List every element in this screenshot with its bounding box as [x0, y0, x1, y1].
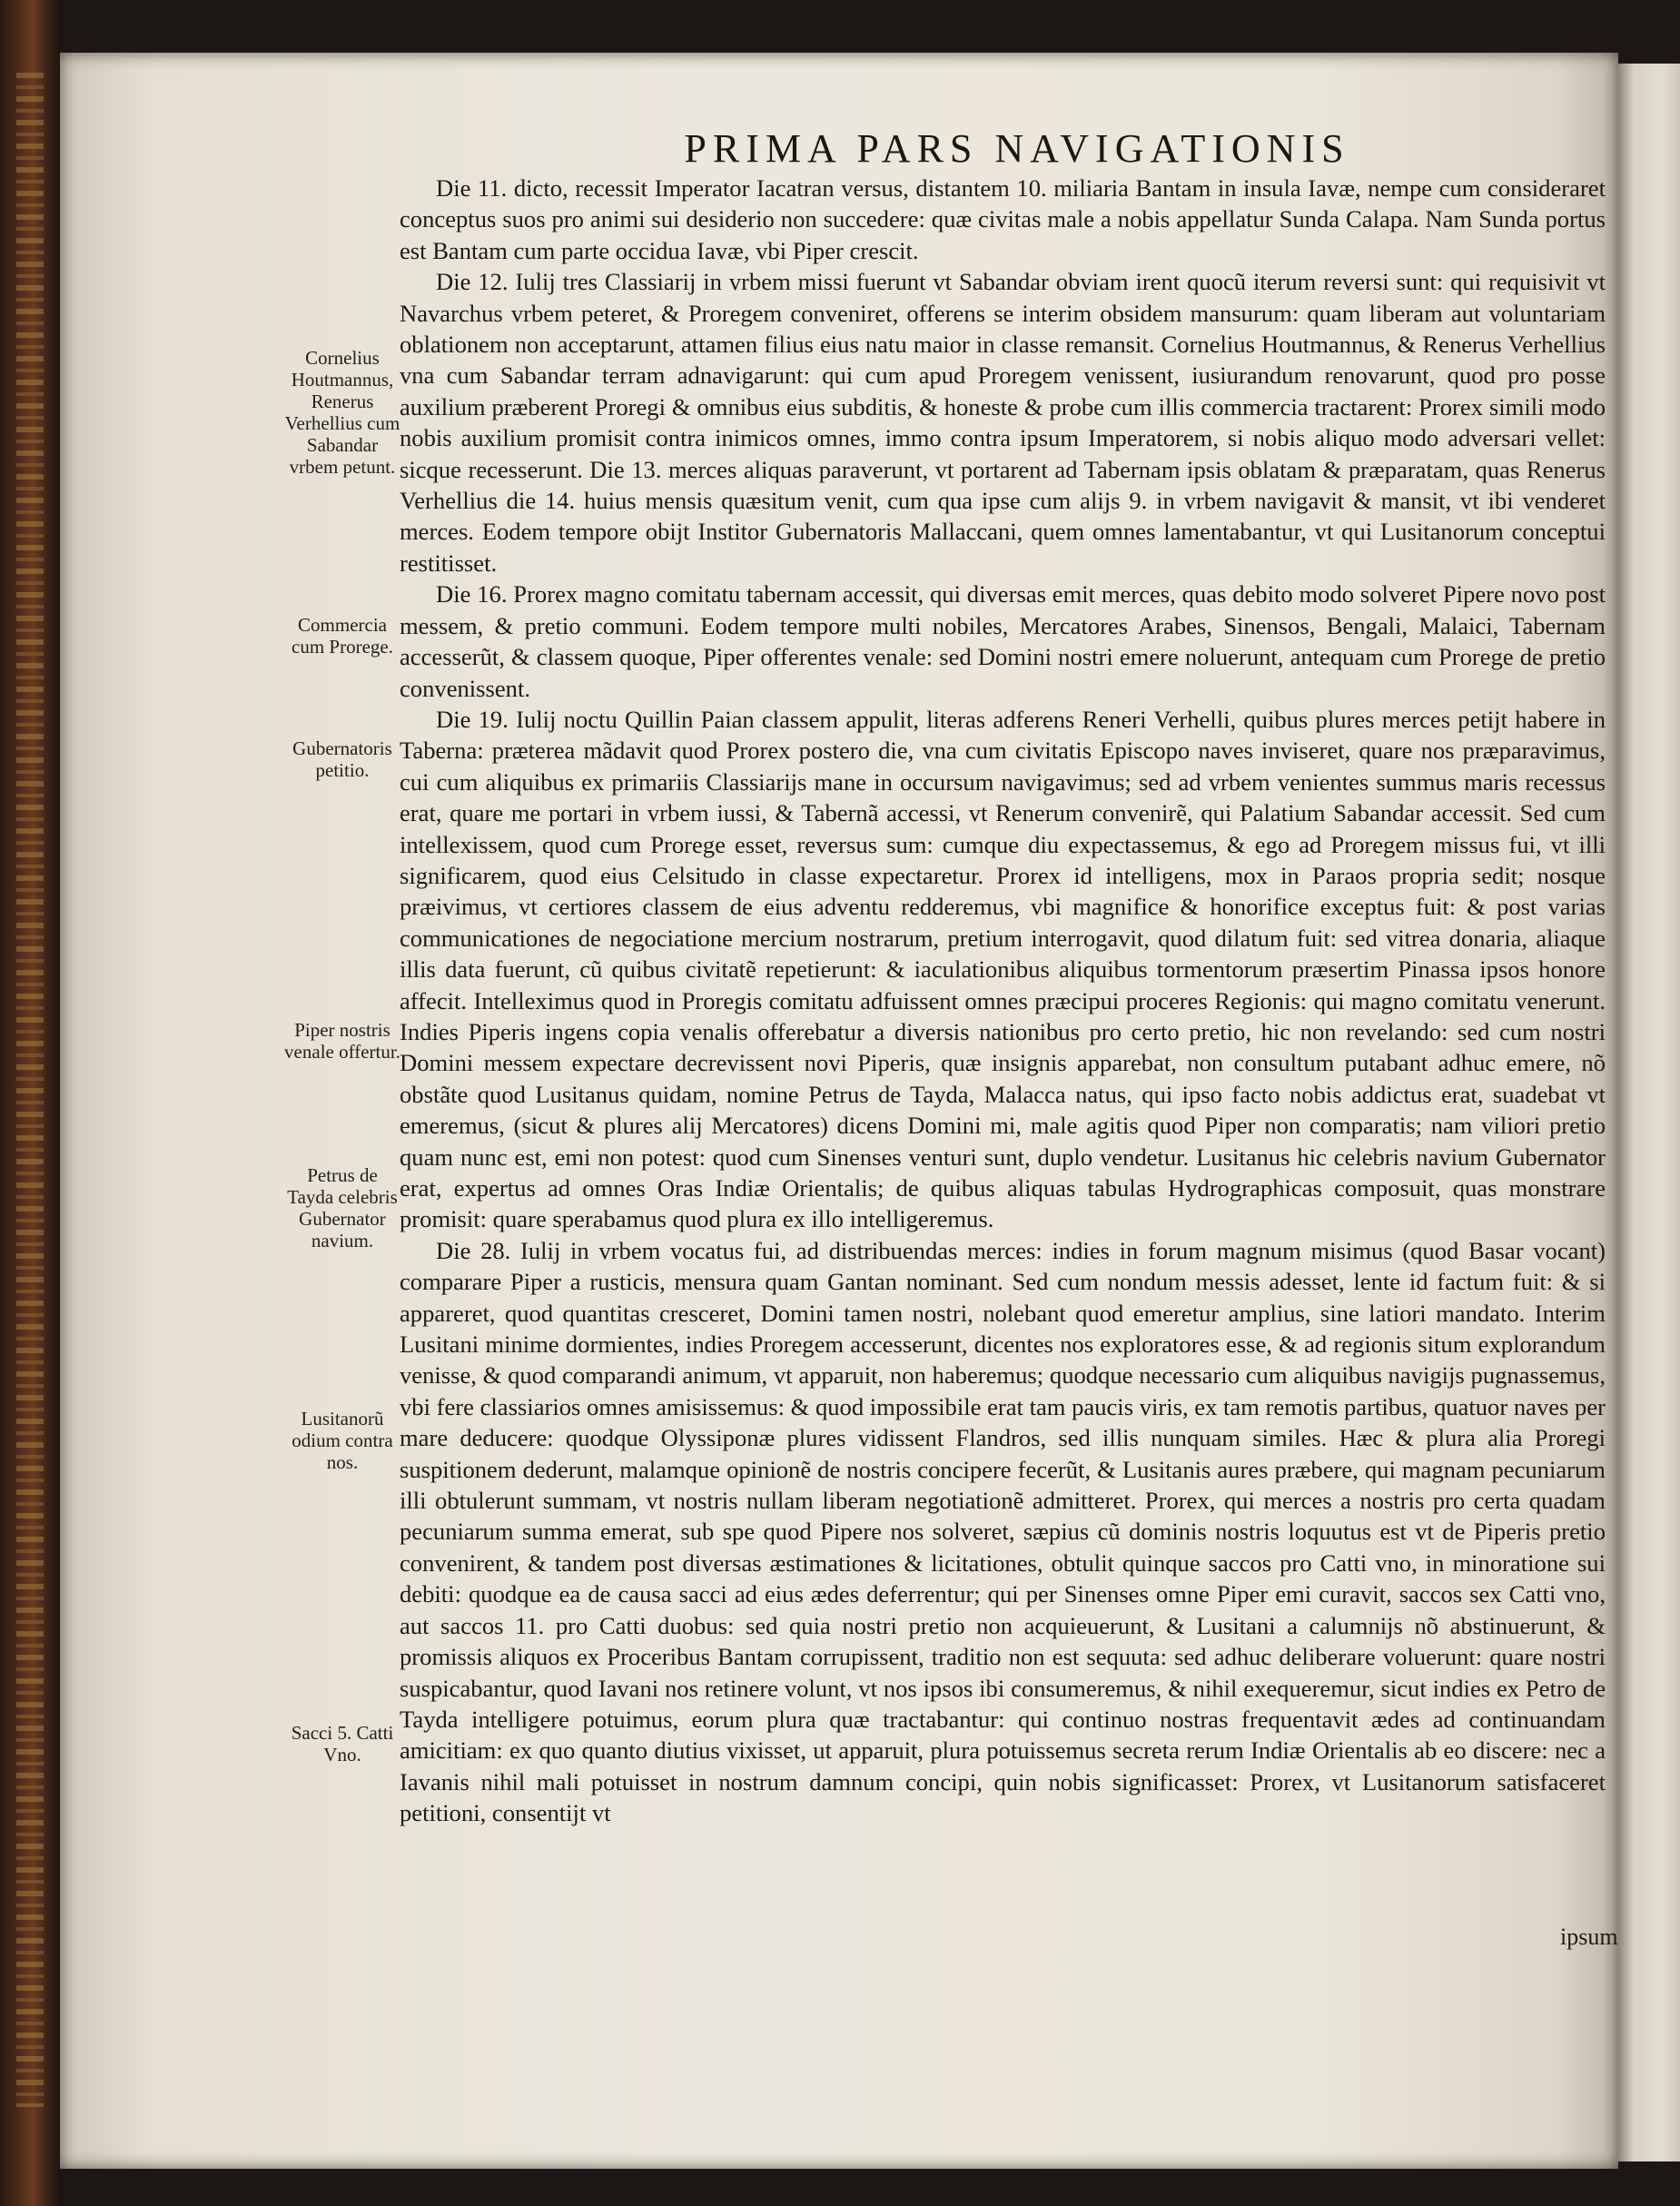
paragraph: Die 11. dicto, recessit Imperator Iacatran versus, distantem 10. miliaria Bantam in insula Iavæ, nempe cum consideraret conceptus suos pro animi sui desiderio non succedere: quæ civitas male a nobis appellatur Sunda Calapa. Nam Sunda portus est Bantam cum parte occidua Iavæ, vbi Piper crescit.	[400, 174, 1606, 264]
marginal-note-lusitanorum: Lusitanorũ odium contra nos.	[292, 1408, 393, 1473]
gilt-spine-ornament	[16, 73, 44, 2107]
marginal-note-houtman: Cornelius Houtmannus, Renerus Verhellius cum Sabandar vrbem petunt.	[284, 347, 400, 478]
marginal-note-tayda: Petrus de Tayda celebris Gubernator navium.	[287, 1164, 398, 1251]
marginal-note-sacci: Sacci 5. Catti Vno.	[291, 1722, 394, 1766]
book-binding	[0, 0, 60, 2206]
paragraph: Die 28. Iulij in vrbem vocatus fui, ad distribuendas merces: indies in forum magnum misimus (quod Basar vocant) comparare Piper a rusticis, mensura quam Gantan nominant. Sed cum nondum messis adesset, lente id factum fuit: & si appareret, quod quantitas cresceret, Domini tamen nostri, nolebant quod emeretur amplius, sine latiori mandato. Interim Lusitani minime dormientes, indies Proregem accesserunt, dicentes nos exploratores esse, & ad regionis situm explorandum venisse, & quod comparandi animum, vt apparuit, non haberemus; quodque necessario cum aliquibus navigijs pugnassemus, vbi fere classiarios omnes amisissemus: & quod impossibile erat tam paucis viris, ex tam remotis partibus, quatuor naves per mare deducere: quodque Olyssiponæ plures vidissent Flandros, sed illis nunquam similes. Hæc & plura alia Proregi suspitionem dederunt, malamque opinionẽ de nostris concipere fecerũt, & Lusitanis aures præbere, qui magnam pecuniarum illi obtulerunt summam, vt nostris nullam liberam negotiationẽ admitteret. Prorex, qui merces a nostris pro certa quadam pecuniarum summa emerat, sub spe quod Pipere nos solveret, sæpius cũ dominis nostris loquutus est vt de Piperis pretio convenirent, & tandem post diversas æstimationes & licitationes, obtulit quinque saccos pro Catti vno, in minoratione sui debiti: quodque ea de causa sacci ad eius ædes deferrentur; qui per Sinenses omne Piper emi curavit, saccos sex Catti vno, aut saccos 11. pro Catti duobus: sed quia nostri pretio non acquieuerunt, & Lusitani a calumnijs nõ abstinuerunt, & promissis aliquos ex Proceribus Bantam corrupissent, traditio non est sequuta: sed adhuc deliberare voluerunt: quare nostri suspicabantur, quod Iavani nos retinere volunt, vt nos ipsos ibi consumeremus, & nihil exequeremur, sicut indies ex Petro de Tayda intelligere potuimus, eorum plura quæ tractabantur: qui continuo nostras frequentavit ædes ad continuandam amicitiam: ex quo quanto diutius vixisset, ut apparuit, plura potuissemus secreta rerum Indiæ Orientalis ab eo discere: nec a Iavanis nihil mali potuisset in nostrum damnum concipi, quin nobis significasset: Prorex, vt Lusitanorum satisfaceret petitioni, consentijt vt	[400, 1236, 1606, 1827]
marginal-note-piper: Piper nostris venale offertur.	[284, 1019, 400, 1063]
catchword: ipsum	[1560, 1924, 1618, 1950]
main-text	[400, 173, 1606, 1829]
running-title: PRIMA PARS NAVIGATIONIS	[684, 126, 1350, 171]
marginal-note-commercia: Commercia cum Prorege.	[292, 614, 393, 658]
paragraph: Die 19. Iulij noctu Quillin Paian classem appulit, literas adferens Reneri Verhelli, quibus plures merces petijt habere in Taberna: præterea mãdavit quod Prorex postero die, vna cum civitatis Episcopo naves inviseret, quare nos præparavimus, cui cum aliquibus ex primariis Classiarijs mane in occursum navigavimus; sed ad vrbem venientes summus maris recessus erat, quare me portari in vrbem iussi, & Tabernã accessi, vt Renerum convenirẽ, qui Palatium Sabandar accessit. Sed cum intellexissem, quod cum Prorege esset, reversus sum: cumque diu expectassemus, & ego ad Proregem missus fui, vt illi significarem, quod eius Celsitudo in classe expectaretur. Prorex id intelligens, mox in Paraos propria sedit; nosque præivimus, vt certiores classem de eius adventu redderemus, vbi magnifice & honorifice exceptus fuit: & post varias communicationes de negociatione mercium nostrarum, pretium interrogavit, quod dilatum fuit: sed vitrea donaria, aliaque illis data fuerunt, cũ quibus civitatẽ repetierunt: & iaculationibus aliquibus tormentorum præsertim Pinassa ipsos honore affecit. Intelleximus quod in Proregis comitatu adfuissent omnes præcipui proceres Regionis: qui magno comitatu venerunt. Indies Piperis ingens copia venalis offerebatur a diversis nationibus pro certo pretio, hic non revelando: sed cum nostri Domini messem expectare decrevissent novi Piperis, quæ insignis apparebat, non consultum putabant adhuc emere, nõ obstãte quod Lusitanus quidam, nomine Petrus de Tayda, Malacca natus, qui ipso facto nobis addictus erat, suadebat vt emeremus, (sicut & plures alij Mercatores) dicens Domini mi, male agitis quod Piper non comparatis; nam viliori pretio quam nunc est, emi non potest: quod cum Sinenses venturi sunt, duplo vendetur. Lusitanus hic celebris navium Gubernator erat, expertus ad omnes Oras Indiæ Orientalis; de quibus aliquas tabulas Hydrographicas composuit, quas monstrare promisit: quare sperabamus quod plura ex illo intelligeremus.	[400, 705, 1606, 1233]
facing-page-edge	[1618, 64, 1680, 2161]
marginal-notes	[283, 0, 400, 2206]
marginal-note-gubernatoris: Gubernatoris petitio.	[292, 737, 392, 781]
paragraph: Die 16. Prorex magno comitatu tabernam accessit, qui diversas emit merces, quas debito modo solveret Pipere novo post messem, & pretio communi. Eodem tempore multi nobiles, Mercatores Arabes, Sinensos, Bengali, Malaici, Tabernam accesserũt, & classem quoque, Piper offerentes venale: sed Domini nostri emere noluerunt, antequam cum Prorege de pretio convenissent.	[400, 580, 1606, 702]
paragraph: Die 12. Iulij tres Classiarij in vrbem missi fuerunt vt Sabandar obviam irent quocũ iterum reversi sunt: qui requisivit vt Navarchus vrbem peteret, & Proregem conveniret, offerens se interim obsidem mansurum: quam liberam aut voluntariam oblationem non acceptarunt, attamen filius eius natu maior in classe remansit. Cornelius Houtmannus, & Renerus Verhellius vna cum Sabandar terram adnavigarunt: qui cum apud Proregem venissent, iusiurandum renovarunt, quod pro posse auxilium præberent Proregi & omnibus eius subditis, & honeste & probe cum illis commercia tractarent: Prorex simili modo nobis auxilium promisit contra inimicos omnes, immo contra ipsum Imperatorem, si nobis aliquo modo adversari vellet: sicque recesserunt. Die 13. merces aliquas paraverunt, vt portarent ad Tabernam ipsis oblatam & præparatam, quas Renerus Verhellius die 14. huius mensis quæsitum venit, cum qua ipse cum alijs 9. in vrbem navigavit & mansit, vt ibi venderet merces. Eodem tempore obijt Institor Gubernatoris Mallaccani, quem omnes lamentabantur, vt qui Lusitanorum conceptui restitisset.	[400, 268, 1606, 577]
